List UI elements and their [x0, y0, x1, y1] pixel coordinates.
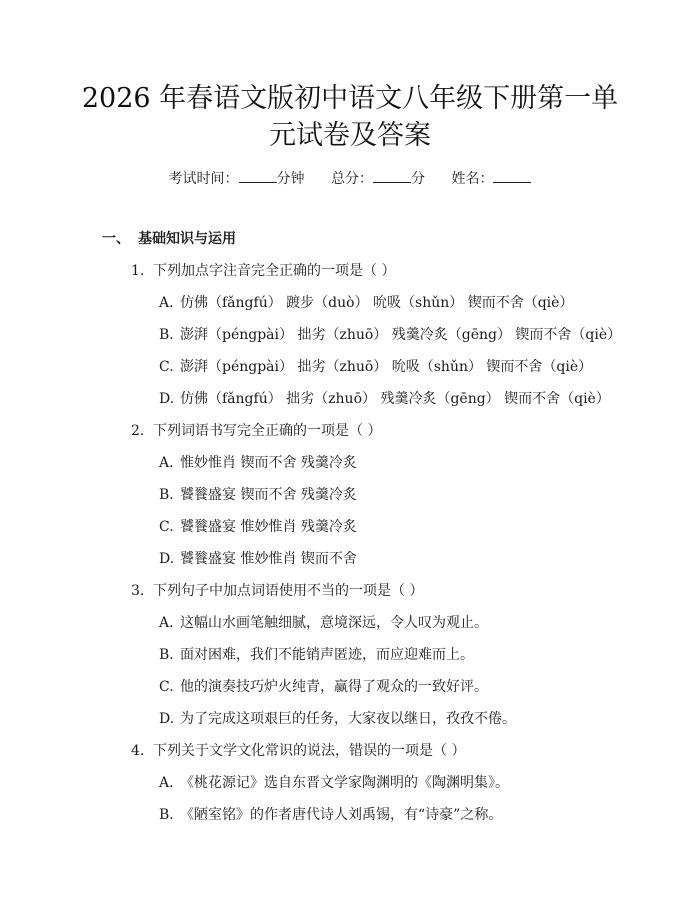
question-3-option-b[interactable]	[159, 645, 474, 665]
question-text: 下列句子中加点词语使用不当的一项是（ ）	[153, 583, 424, 599]
question-number: 3.	[131, 583, 145, 599]
student-name-label: 姓名：	[451, 171, 494, 187]
option-text: 为了完成这项艰巨的任务，大家夜以继日，孜孜不倦。	[180, 711, 516, 727]
option-text: 仿佛（fǎngfú） 踱步（duò） 吮吸（shǔn） 锲而不舍（qiè）	[180, 295, 574, 311]
question-1	[131, 261, 395, 281]
option-letter: D.	[159, 551, 175, 567]
total-score-label: 总分：	[331, 171, 373, 187]
option-letter: B.	[159, 647, 174, 663]
option-letter: C.	[159, 679, 174, 695]
option-text: 这幅山水画笔触细腻，意境深远，令人叹为观止。	[180, 615, 488, 631]
option-text: 澎湃（péngpài） 拙劣（zhuō） 吮吸（shǔn） 锲而不舍（qiè）	[180, 359, 593, 375]
question-3-option-a[interactable]	[159, 613, 488, 633]
option-letter: A.	[159, 455, 174, 471]
option-letter: A.	[159, 295, 174, 311]
option-letter: A.	[159, 615, 174, 631]
question-number: 2.	[131, 423, 145, 439]
question-1-option-c[interactable]	[159, 357, 592, 377]
total-score-unit: 分	[411, 171, 425, 187]
question-number: 4.	[131, 743, 145, 759]
question-3-option-c[interactable]	[159, 677, 488, 697]
question-text: 下列关于文学文化常识的说法，错误的一项是（ ）	[153, 743, 466, 759]
question-2-option-b[interactable]	[159, 485, 357, 505]
option-text: 饕餮盛宴 惟妙惟肖 残羹冷炙	[180, 519, 357, 535]
section-number: 一、	[102, 231, 130, 247]
question-text: 下列加点字注音完全正确的一项是（ ）	[153, 263, 396, 279]
option-letter: C.	[159, 519, 174, 535]
option-text: 惟妙惟肖 锲而不舍 残羹冷炙	[180, 455, 357, 471]
option-letter: D.	[159, 711, 175, 727]
exam-time-blank[interactable]	[239, 168, 277, 183]
exam-time-unit: 分钟	[276, 171, 305, 187]
student-name-field	[451, 168, 531, 189]
option-letter: B.	[159, 327, 174, 343]
question-4-option-a[interactable]	[159, 773, 509, 793]
option-letter: B.	[159, 487, 174, 503]
option-text: 他的演奏技巧炉火纯青，赢得了观众的一致好评。	[180, 679, 488, 695]
question-4-option-b[interactable]	[159, 805, 502, 825]
question-3-option-d[interactable]	[159, 709, 516, 729]
question-2	[131, 421, 381, 441]
question-3	[131, 581, 423, 601]
total-score-blank[interactable]	[373, 168, 411, 183]
option-letter: A.	[159, 775, 174, 791]
question-2-option-a[interactable]	[159, 453, 357, 473]
question-text: 下列词语书写完全正确的一项是（ ）	[153, 423, 382, 439]
question-1-option-b[interactable]	[159, 325, 621, 345]
option-text: 《陋室铭》的作者唐代诗人刘禹锡，有“诗豪”之称。	[180, 807, 503, 823]
student-name-blank[interactable]	[493, 168, 531, 183]
option-letter: B.	[159, 807, 174, 823]
question-number: 1.	[131, 263, 145, 279]
question-2-option-c[interactable]	[159, 517, 357, 537]
option-letter: D.	[159, 391, 175, 407]
question-1-option-a[interactable]	[159, 293, 573, 313]
option-text: 仿佛（fǎngfú） 拙劣（zhuō） 残羹冷炙（gēng） 锲而不舍（qiè）	[180, 391, 610, 407]
total-score-field	[331, 168, 425, 189]
page-title-line2: 元试卷及答案	[269, 120, 431, 151]
question-1-option-d[interactable]	[159, 389, 610, 409]
option-text: 面对困难，我们不能销声匿迹，而应迎难而上。	[180, 647, 474, 663]
exam-meta	[0, 168, 700, 189]
page-title-line1: 2026 年春语文版初中语文八年级下册第一单	[81, 83, 619, 114]
question-4	[131, 741, 465, 761]
option-text: 饕餮盛宴 惟妙惟肖 锲而不舍	[180, 551, 357, 567]
option-text: 澎湃（péngpài） 拙劣（zhuō） 残羹冷炙（gēng） 锲而不舍（qiè）	[180, 327, 622, 343]
option-text: 《桃花源记》选自东晋文学家陶渊明的《陶渊明集》。	[180, 775, 509, 791]
exam-time-label: 考试时间：	[168, 171, 239, 187]
section-title: 基础知识与运用	[138, 231, 236, 247]
option-text: 饕餮盛宴 锲而不舍 残羹冷炙	[180, 487, 357, 503]
exam-time-field	[169, 168, 305, 189]
section-heading	[102, 229, 236, 249]
question-2-option-d[interactable]	[159, 549, 357, 569]
option-letter: C.	[159, 359, 174, 375]
